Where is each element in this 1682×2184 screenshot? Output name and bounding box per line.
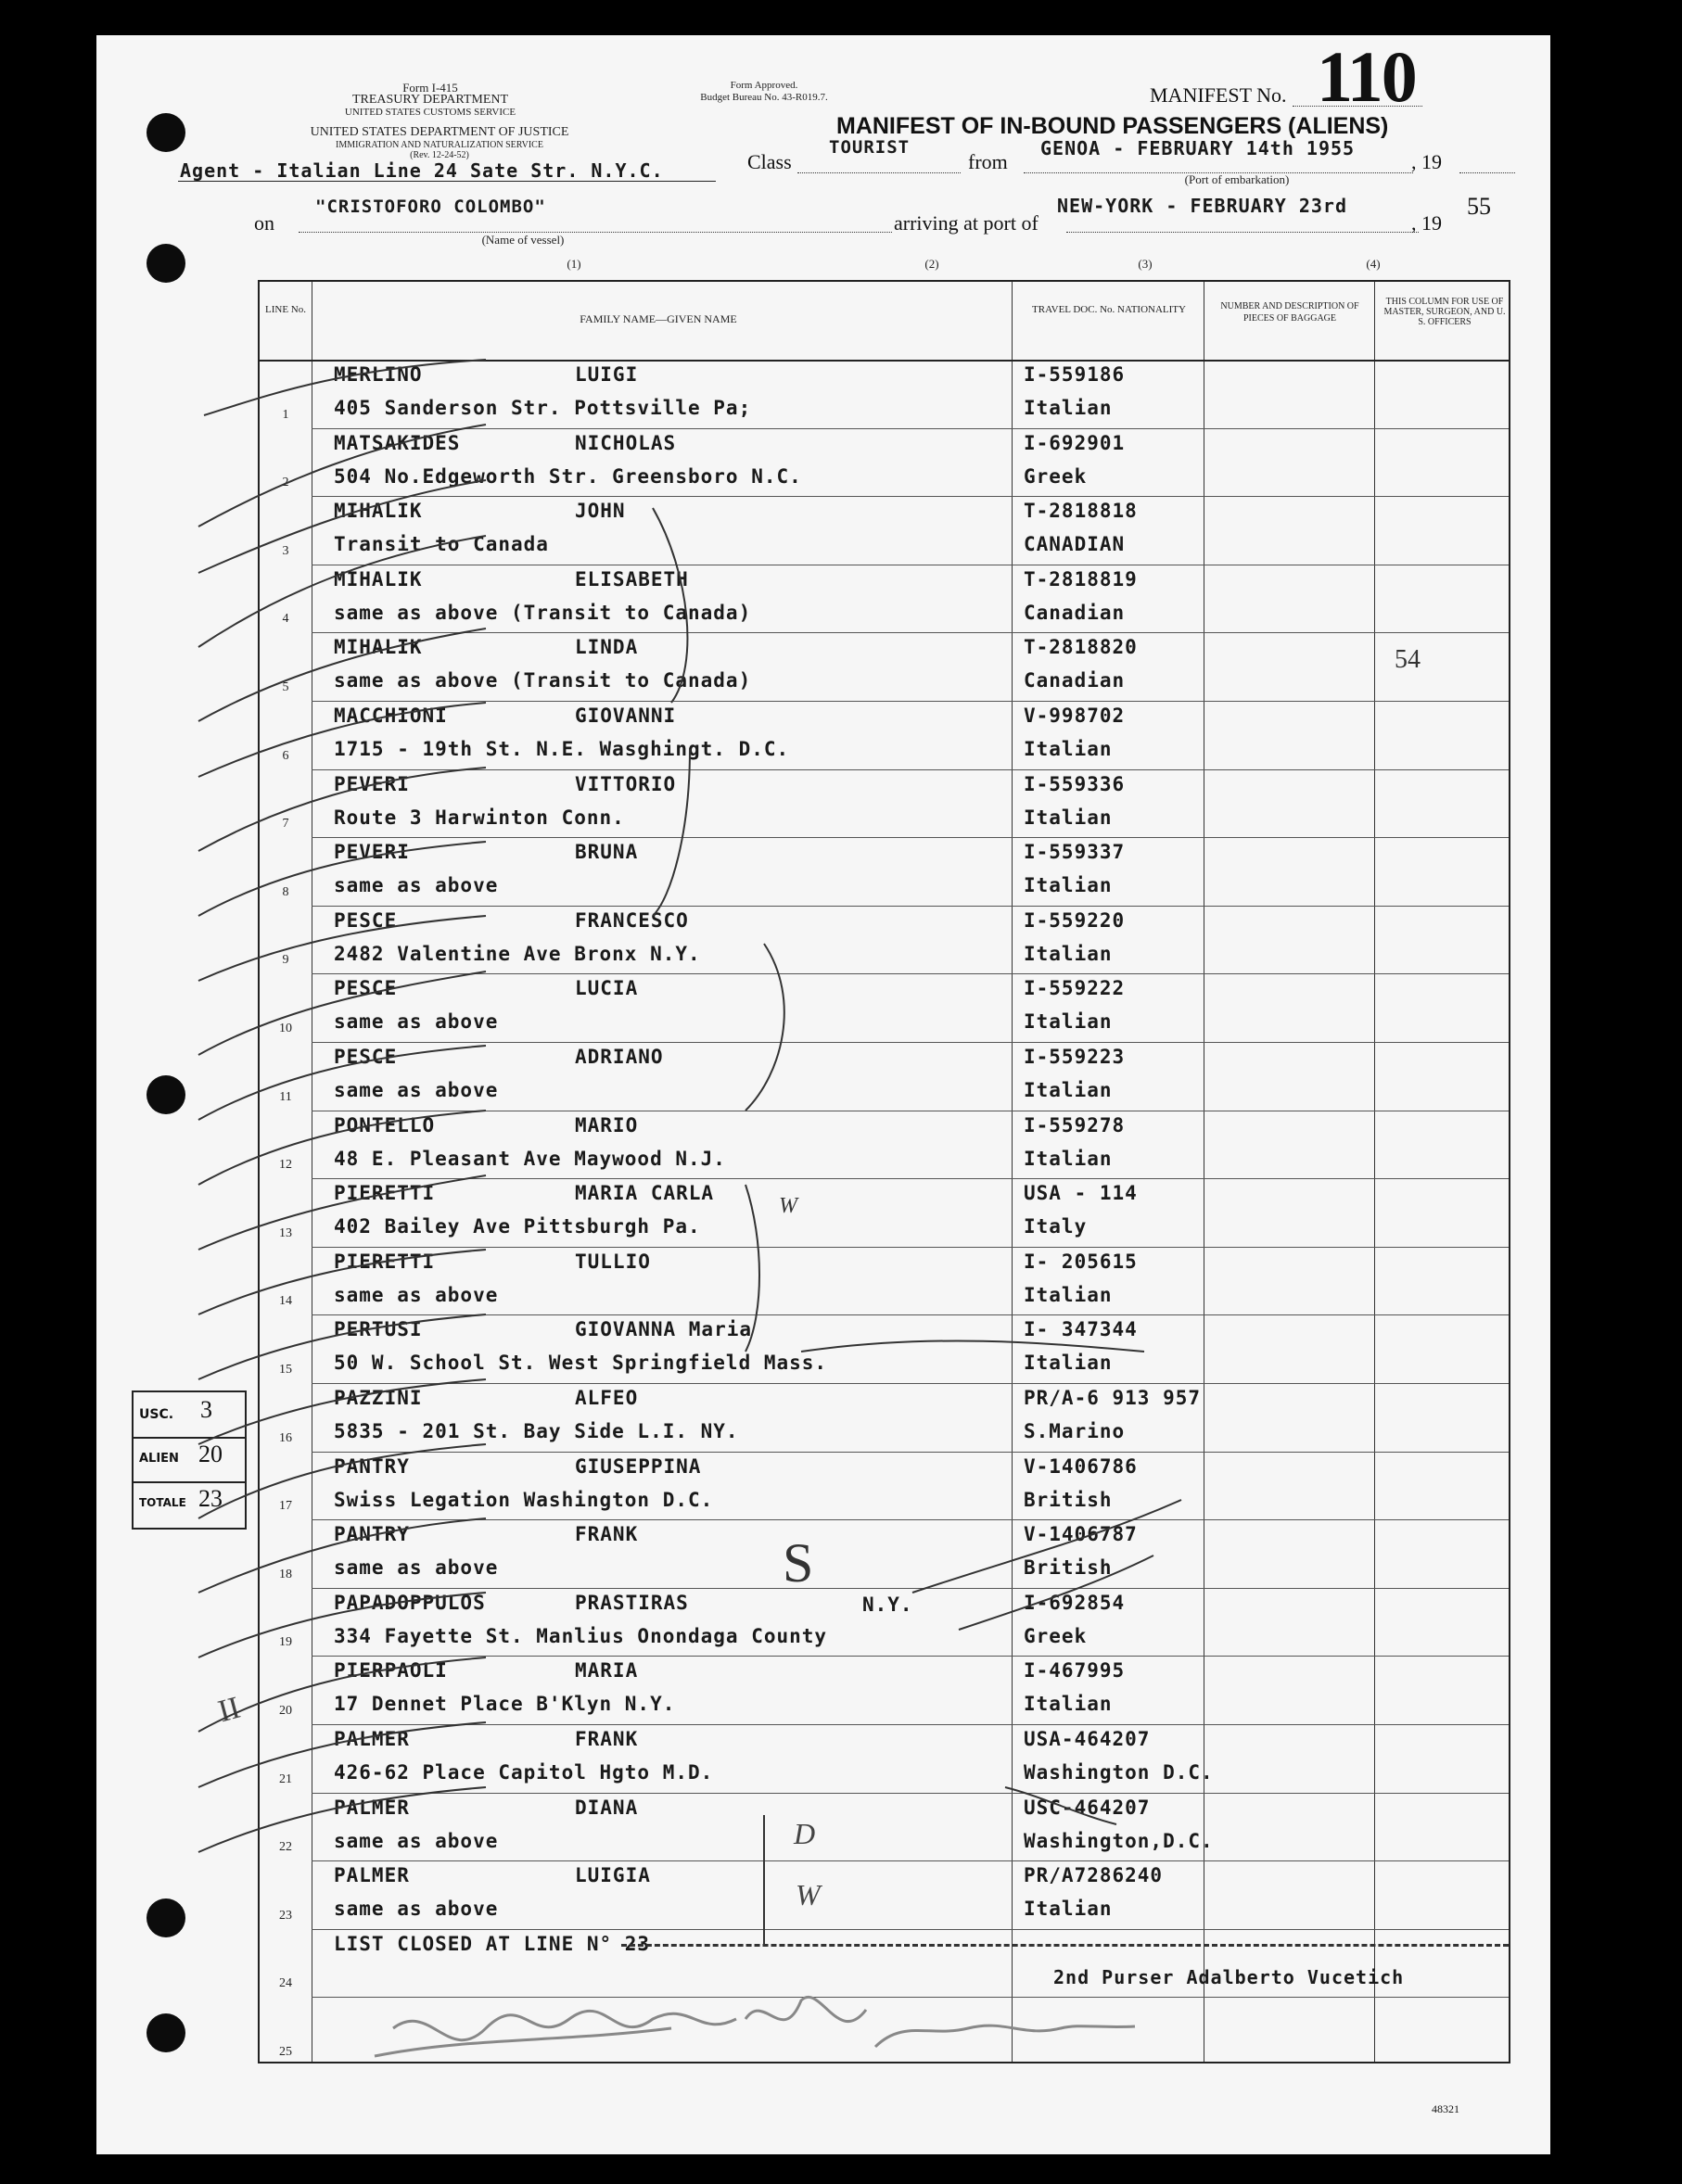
name-extra: N.Y. [862,1593,913,1616]
alien-label: ALIEN [139,1452,179,1466]
family-name: MATSAKIDES [334,431,461,454]
given-name: GIOVANNI [575,705,677,727]
line-number: 25 [279,2044,292,2059]
family-name: MIHALIK [334,567,423,590]
family-name: PEVERI [334,841,410,864]
given-name: ELISABETH [575,567,689,590]
address: 402 Bailey Ave Pittsburgh Pa. [334,1215,701,1238]
travel-doc: I-559336 [1024,772,1126,795]
nationality: British [1024,1556,1113,1580]
family-name: PANTRY [334,1523,410,1546]
manifest-label: MANIFEST No. [1150,83,1287,107]
table-row [260,701,1509,769]
class-value: TOURIST [829,137,911,158]
manifest-number: 110 [1317,36,1416,117]
address: Transit to Canada [334,533,549,556]
year2-prefix: , 19 [1411,211,1442,235]
passenger-table [258,280,1510,2063]
arriving-label: arriving at port of [894,211,1039,235]
travel-doc: T-2818819 [1024,567,1138,590]
line-number: 4 [282,612,289,627]
travel-doc: I-692901 [1024,431,1126,454]
col-num-2: (2) [924,257,939,271]
travel-doc: I-559223 [1024,1046,1126,1068]
punch-hole [147,2013,185,2052]
nationality: Italian [1024,806,1113,829]
travel-doc: I- 347344 [1024,1318,1138,1341]
nationality: Washington,D.C. [1024,1829,1214,1852]
customs-service: UNITED STATES CUSTOMS SERVICE [344,107,516,118]
address: Route 3 Harwinton Conn. [334,806,625,829]
family-name: PESCE [334,977,398,1000]
hand-mark-d: D [794,1817,816,1850]
table-row [260,1314,1509,1383]
travel-doc: V-998702 [1024,705,1126,727]
nationality: Greek [1024,464,1088,488]
alien-value: 20 [198,1441,223,1467]
travel-doc: I-559337 [1024,841,1126,864]
total-label: TOTALE [139,1496,186,1509]
table-row [260,973,1509,1042]
budget-bureau: Budget Bureau No. 43-R019.7. [700,92,828,103]
justice-dept: UNITED STATES DEPARTMENT OF JUSTICE [310,125,569,139]
count-stamp [132,1390,247,1530]
travel-doc: V-1406786 [1024,1454,1138,1478]
family-name: MACCHIONI [334,705,448,727]
given-name: GIOVANNA Maria [575,1318,753,1341]
address: same as above [334,1898,499,1921]
travel-doc: I-559186 [1024,363,1126,386]
family-name: PALMER [334,1796,410,1819]
given-name: FRANK [575,1728,639,1750]
nationality: Italian [1024,1079,1113,1101]
col-header-name: FAMILY NAME—GIVEN NAME [580,312,737,325]
nationality: Italian [1024,1693,1113,1716]
address: 48 E. Pleasant Ave Maywood N.J. [334,1147,726,1170]
year-prefix: , 19 [1411,150,1442,173]
margin-mark: II [214,1690,244,1730]
given-name: JOHN [575,500,626,523]
line-number: 23 [279,1908,292,1923]
given-name: FRANCESCO [575,908,689,932]
given-name: ALFEO [575,1387,639,1409]
table-row [260,1383,1509,1452]
travel-doc: T-2818818 [1024,500,1138,523]
address: same as above [334,1079,499,1101]
given-name: MARIA [575,1659,639,1682]
address: 504 No.Edgeworth Str. Greensboro N.C. [334,464,802,488]
table-row [260,360,1509,428]
line-number: 21 [279,1771,292,1786]
col-num-3: (3) [1138,257,1153,271]
line-number: 14 [279,1294,292,1309]
table-row [260,1042,1509,1111]
line-number: 9 [282,953,289,968]
family-name: PIERETTI [334,1182,436,1205]
line-number: 1 [282,407,289,422]
line-number: 19 [279,1635,292,1650]
family-name: PONTELLO [334,1113,436,1136]
hand-mark-s: S [783,1532,814,1594]
officer-note: 54 [1395,645,1421,674]
address: 2482 Valentine Ave Bronx N.Y. [334,942,701,965]
on-label: on [254,211,274,235]
travel-doc: PR/A-6 913 957 [1024,1387,1202,1409]
table-row [260,1588,1509,1657]
nationality: British [1024,1488,1113,1511]
table-row [260,1860,1509,1929]
line-number: 22 [279,1840,292,1855]
line-number: 11 [279,1089,292,1104]
family-name: PERTUSI [334,1318,423,1341]
given-name: LUCIA [575,977,639,1000]
address: 5835 - 201 St. Bay Side L.I. NY. [334,1420,739,1442]
table-row [260,1519,1509,1588]
hand-mark-w1: W [779,1194,797,1218]
manifest-page [96,35,1550,2154]
address: same as above (Transit to Canada) [334,601,752,624]
given-name: TULLIO [575,1250,651,1273]
table-row [260,1793,1509,1861]
given-name: NICHOLAS [575,431,677,454]
travel-doc: PR/A7286240 [1024,1864,1164,1887]
nationality: S.Marino [1024,1420,1126,1442]
nationality: Italy [1024,1215,1088,1238]
total-value: 23 [198,1485,223,1512]
family-name: MIHALIK [334,500,423,523]
given-name: LUIGIA [575,1864,651,1887]
address: same as above [334,1283,499,1306]
nationality: Italian [1024,738,1113,760]
address: 405 Sanderson Str. Pottsville Pa; [334,397,752,419]
col-header-line-no: LINE No. [265,304,306,315]
nationality: Italian [1024,1147,1113,1170]
line-number: 6 [282,748,289,763]
footer-code: 48321 [1432,2102,1459,2115]
travel-doc: V-1406787 [1024,1523,1138,1546]
table-row [260,1724,1509,1793]
address: 426-62 Place Capitol Hgto M.D. [334,1761,714,1784]
usc-value: 3 [200,1396,212,1423]
col-header-officers: THIS COLUMN FOR USE OF MASTER, SURGEON, AND U. S. OFFICERS [1383,297,1506,327]
col-num-4: (4) [1366,257,1381,271]
travel-doc: USA - 114 [1024,1182,1138,1205]
table-row [260,1247,1509,1315]
family-name: MIHALIK [334,636,423,659]
class-label: Class [747,150,792,173]
family-name: PAZZINI [334,1387,423,1409]
port-embark-label: (Port of embarkation) [1184,172,1290,186]
line-number: 3 [282,543,289,558]
year2-suffix: 55 [1467,193,1491,220]
given-name: BRUNA [575,841,639,864]
given-name: LUIGI [575,363,639,386]
col-header-doc: TRAVEL DOC. No. NATIONALITY [1032,304,1186,315]
nationality: Italian [1024,1898,1113,1921]
family-name: PESCE [334,1046,398,1068]
line-number: 12 [279,1158,292,1173]
table-row [260,1452,1509,1520]
nationality: Italian [1024,874,1113,897]
given-name: PRASTIRAS [575,1591,689,1614]
vessel-label: (Name of vessel) [481,233,565,247]
address: same as above [334,1010,499,1034]
manifest-title: MANIFEST OF IN-BOUND PASSENGERS (ALIENS) [836,113,1389,139]
table-row [260,1656,1509,1724]
travel-doc: I-559222 [1024,977,1126,1000]
revision: (Rev. 12-24-52) [410,150,469,160]
address: same as above (Transit to Canada) [334,669,752,692]
address: same as above [334,1556,499,1580]
table-row [260,769,1509,838]
travel-doc: USA-464207 [1024,1728,1151,1750]
form-number: Form I-415 [402,81,458,95]
nationality: Canadian [1024,669,1126,692]
nationality: Italian [1024,942,1113,965]
line-number: 18 [279,1567,292,1581]
family-name: PANTRY [334,1454,410,1478]
family-name: PALMER [334,1864,410,1887]
table-row [260,1929,1509,1998]
line-number: 17 [279,1499,292,1514]
col-header-baggage: NUMBER AND DESCRIPTION OF PIECES OF BAGGAGE [1220,301,1359,324]
table-row [260,496,1509,565]
from-value: GENOA - FEBRUARY 14th 1955 [1040,137,1356,159]
address: 50 W. School St. West Springfield Mass. [334,1352,828,1375]
table-row [260,906,1509,974]
travel-doc: I-559220 [1024,908,1126,932]
agent: Agent - Italian Line 24 Sate Str. N.Y.C. [180,159,664,182]
family-name: PESCE [334,908,398,932]
travel-doc: T-2818820 [1024,636,1138,659]
punch-hole [147,1075,185,1114]
address: same as above [334,1829,499,1852]
address: Swiss Legation Washington D.C. [334,1488,714,1511]
punch-hole [147,1898,185,1937]
family-name: PIERETTI [334,1250,436,1273]
list-closed: LIST CLOSED AT LINE N° 23 [334,1932,651,1955]
vessel-name: "CRISTOFORO COLOMBO" [315,197,546,217]
line-number: 13 [279,1225,292,1240]
hand-mark-w2: W [796,1878,821,1911]
line-number: 15 [279,1362,292,1377]
nationality: Italian [1024,1352,1113,1375]
nationality: Italian [1024,1010,1113,1034]
nationality: Canadian [1024,601,1126,624]
line-number: 7 [282,817,289,832]
table-row [260,837,1509,906]
family-name: PALMER [334,1728,410,1750]
punch-hole [147,244,185,283]
line-number: 2 [282,476,289,490]
nationality: CANADIAN [1024,533,1126,556]
family-name: PIERPAOLI [334,1659,448,1682]
col-num-1: (1) [567,257,581,271]
line-number: 20 [279,1703,292,1718]
nationality: Italian [1024,1283,1113,1306]
treasury-dept: TREASURY DEPARTMENT [351,93,509,107]
given-name: VITTORIO [575,772,677,795]
form-approved: Form Approved. [730,80,798,91]
table-row [260,1997,1509,2065]
line-number: 16 [279,1430,292,1445]
given-name: MARIO [575,1113,639,1136]
table-row [260,1111,1509,1179]
ins-service: IMMIGRATION AND NATURALIZATION SERVICE [336,140,543,150]
given-name: GIUSEPPINA [575,1454,702,1478]
from-label: from [968,150,1008,173]
punch-hole [147,113,185,152]
address: same as above [334,874,499,897]
table-row [260,1178,1509,1247]
travel-doc: I- 205615 [1024,1250,1138,1273]
line-number: 10 [279,1021,292,1035]
nationality: Greek [1024,1624,1088,1647]
table-row [260,565,1509,633]
given-name: DIANA [575,1796,639,1819]
line-number: 24 [279,1976,292,1991]
line-number: 5 [282,679,289,694]
usc-label: USC. [139,1407,174,1422]
address: 1715 - 19th St. N.E. Wasghingt. D.C. [334,738,790,760]
purser-name: 2nd Purser Adalberto Vucetich [1053,1965,1405,1988]
family-name: MERLINO [334,363,423,386]
given-name: LINDA [575,636,639,659]
address: 334 Fayette St. Manlius Onondaga County [334,1624,828,1647]
given-name: FRANK [575,1523,639,1546]
family-name: PEVERI [334,772,410,795]
family-name: PAPADOPPULOS [334,1591,486,1614]
nationality: Italian [1024,397,1113,419]
line-number: 8 [282,884,289,899]
travel-doc: I-467995 [1024,1659,1126,1682]
address: 17 Dennet Place B'Klyn N.Y. [334,1693,676,1716]
given-name: ADRIANO [575,1046,664,1068]
travel-doc: USC-464207 [1024,1796,1151,1819]
table-row [260,428,1509,497]
travel-doc: I-692854 [1024,1591,1126,1614]
arrival-value: NEW-YORK - FEBRUARY 23rd [1057,195,1347,217]
nationality: Washington D.C. [1024,1761,1214,1784]
travel-doc: I-559278 [1024,1113,1126,1136]
given-name: MARIA CARLA [575,1182,715,1205]
table-row [260,632,1509,701]
